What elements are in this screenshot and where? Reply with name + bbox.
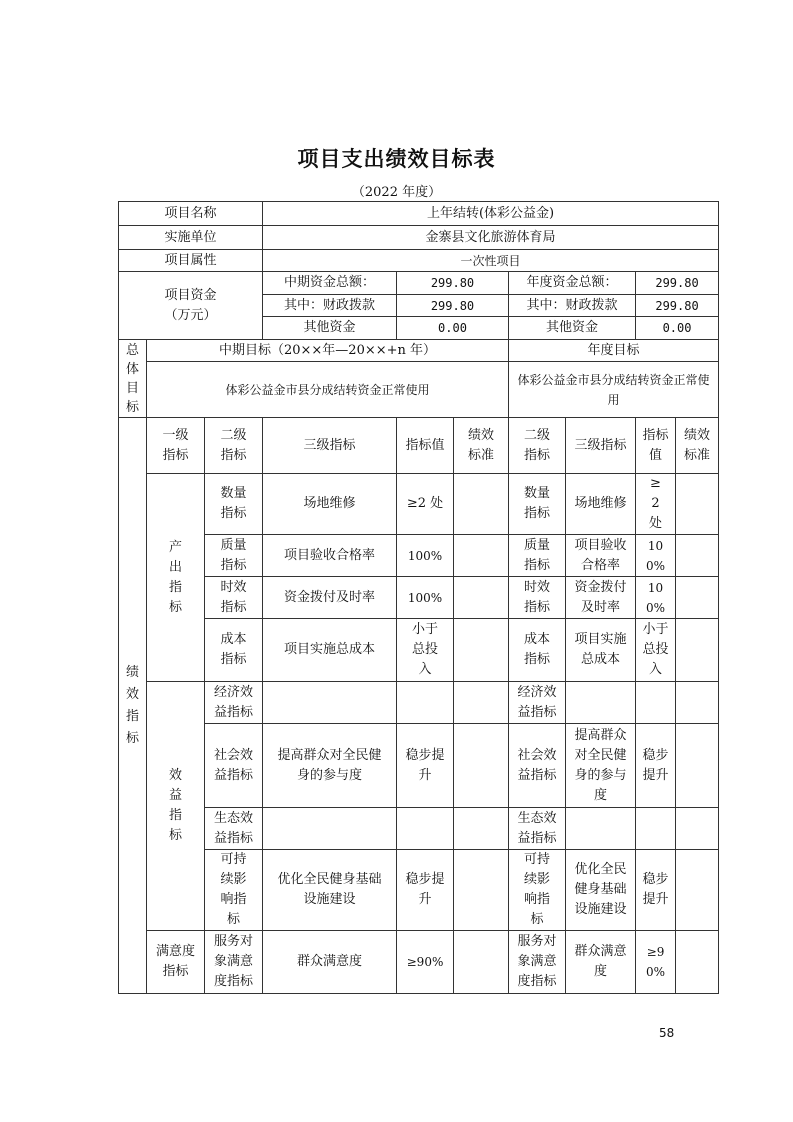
header-level1: 一级指标 <box>147 418 205 474</box>
table-row-year-value <box>636 808 676 850</box>
table-row-year-standard <box>676 577 719 619</box>
header-level3: 三级指标 <box>263 418 397 474</box>
table-row-year-value: 100% <box>636 577 676 619</box>
overall-goals-label: 总体目标 <box>119 340 147 418</box>
table-row-year-l3: 项目验收合格率 <box>566 535 636 577</box>
table-row-year-value <box>636 682 676 724</box>
page-number: 58 <box>659 1026 675 1040</box>
table-row-year-l2: 可持续影响指标 <box>509 850 566 931</box>
unit-label: 实施单位 <box>119 226 263 250</box>
table-row-l2: 社会效益指标 <box>205 724 263 808</box>
table-row-year-standard <box>676 619 719 682</box>
table-row-year-l2: 质量指标 <box>509 535 566 577</box>
table-row-l3: 资金拨付及时率 <box>263 577 397 619</box>
table-row-l2: 服务对象满意度指标 <box>205 931 263 994</box>
table-row-year-l2: 数量指标 <box>509 474 566 535</box>
funds-label: 项目资金（万元） <box>119 272 263 340</box>
header-year-value: 指标值 <box>636 418 676 474</box>
year-total-value: 299.80 <box>636 272 719 295</box>
table-row-year-l3: 项目实施总成本 <box>566 619 636 682</box>
page-title: 项目支出绩效目标表 <box>297 147 496 171</box>
table-row-year-value: ≥90% <box>636 931 676 994</box>
table-row-l3: 群众满意度 <box>263 931 397 994</box>
header-year-level3: 三级指标 <box>566 418 636 474</box>
table-row-l2: 成本指标 <box>205 619 263 682</box>
table-row-year-l2: 生态效益指标 <box>509 808 566 850</box>
table-row-l3: 项目验收合格率 <box>263 535 397 577</box>
table-row-l2: 时效指标 <box>205 577 263 619</box>
attribute-value: 一次性项目 <box>263 250 719 272</box>
header-value: 指标值 <box>397 418 454 474</box>
table-row-year-standard <box>676 850 719 931</box>
table-row-year-value: 小于总投入 <box>636 619 676 682</box>
table-row-standard <box>454 850 509 931</box>
header-year-standard: 绩效标准 <box>676 418 719 474</box>
group-satisfaction: 满意度指标 <box>147 931 205 994</box>
mid-fiscal-value: 299.80 <box>397 295 509 317</box>
table-row-year-l3: 提高群众对全民健身的参与度 <box>566 724 636 808</box>
table-row-year-standard <box>676 931 719 994</box>
table-row-l3: 优化全民健身基础设施建设 <box>263 850 397 931</box>
header-year-level2: 二级指标 <box>509 418 566 474</box>
mid-other-label: 其他资金 <box>263 317 397 340</box>
table-row-standard <box>454 931 509 994</box>
year-other-value: 0.00 <box>636 317 719 340</box>
mid-goal-header: 中期目标（20××年—20××+n 年） <box>147 340 509 362</box>
table-row-l3: 场地维修 <box>263 474 397 535</box>
table-row-year-value: 稳步提升 <box>636 724 676 808</box>
table-row-year-l3: 场地维修 <box>566 474 636 535</box>
year-other-label: 其他资金 <box>509 317 636 340</box>
table-row-year-standard <box>676 724 719 808</box>
table-row-standard <box>454 577 509 619</box>
mid-goal-text: 体彩公益金市县分成结转资金正常使用 <box>147 362 509 418</box>
table-row-year-value: ≥2 处 <box>636 474 676 535</box>
table-row-year-l2: 时效指标 <box>509 577 566 619</box>
table-row-year-l2: 成本指标 <box>509 619 566 682</box>
unit-value: 金寨县文化旅游体育局 <box>263 226 719 250</box>
table-row-l2: 质量指标 <box>205 535 263 577</box>
table-row-year-l3: 群众满意度 <box>566 931 636 994</box>
mid-fiscal-label: 其中：财政拨款 <box>263 295 397 317</box>
table-row-value: 100% <box>397 535 454 577</box>
table-row-value: 100% <box>397 577 454 619</box>
year-fiscal-label: 其中：财政拨款 <box>509 295 636 317</box>
project-name-label: 项目名称 <box>119 202 263 226</box>
table-row-value: 稳步提升 <box>397 850 454 931</box>
table-row-l2: 经济效益指标 <box>205 682 263 724</box>
table-row-l2: 可持续影响指标 <box>205 850 263 931</box>
table-row-standard <box>454 619 509 682</box>
table-row-year-l2: 服务对象满意度指标 <box>509 931 566 994</box>
mid-total-value: 299.80 <box>397 272 509 295</box>
table-row-year-value: 稳步提升 <box>636 850 676 931</box>
group-benefit: 效益指标 <box>147 682 205 931</box>
table-row-l2: 生态效益指标 <box>205 808 263 850</box>
header-standard: 绩效标准 <box>454 418 509 474</box>
table-row-year-l3: 资金拨付及时率 <box>566 577 636 619</box>
attribute-label: 项目属性 <box>119 250 263 272</box>
table-row-year-standard <box>676 682 719 724</box>
year-total-label: 年度资金总额： <box>509 272 636 295</box>
table-row-year-standard <box>676 474 719 535</box>
performance-target-table <box>118 201 719 994</box>
table-row-value: 小于总投入 <box>397 619 454 682</box>
table-row-standard <box>454 535 509 577</box>
table-row-standard <box>454 808 509 850</box>
table-row-l2: 数量指标 <box>205 474 263 535</box>
table-row-value: ≥90% <box>397 931 454 994</box>
table-row-year-l3 <box>566 682 636 724</box>
indicators-label: 绩效指标 <box>119 418 147 994</box>
table-row-l3: 项目实施总成本 <box>263 619 397 682</box>
table-row-standard <box>454 724 509 808</box>
table-row-standard <box>454 682 509 724</box>
mid-other-value: 0.00 <box>397 317 509 340</box>
table-row-l3: 提高群众对全民健身的参与度 <box>263 724 397 808</box>
project-name-value: 上年结转(体彩公益金) <box>263 202 719 226</box>
header-level2: 二级指标 <box>205 418 263 474</box>
table-row-value <box>397 808 454 850</box>
table-row-value: ≥2 处 <box>397 474 454 535</box>
year-subtitle: （2022 年度） <box>351 185 442 200</box>
table-row-year-standard <box>676 808 719 850</box>
table-row-standard <box>454 474 509 535</box>
table-row-value: 稳步提升 <box>397 724 454 808</box>
table-row-year-l2: 社会效益指标 <box>509 724 566 808</box>
table-row-year-l3: 优化全民健身基础设施建设 <box>566 850 636 931</box>
year-goal-text: 体彩公益金市县分成结转资金正常使用 <box>509 362 719 418</box>
table-row-year-value: 100% <box>636 535 676 577</box>
group-output: 产出指标 <box>147 474 205 682</box>
table-row-l3 <box>263 682 397 724</box>
table-row-year-standard <box>676 535 719 577</box>
year-goal-header: 年度目标 <box>509 340 719 362</box>
year-fiscal-value: 299.80 <box>636 295 719 317</box>
table-row-value <box>397 682 454 724</box>
mid-total-label: 中期资金总额： <box>263 272 397 295</box>
table-row-year-l3 <box>566 808 636 850</box>
table-row-year-l2: 经济效益指标 <box>509 682 566 724</box>
table-row-l3 <box>263 808 397 850</box>
